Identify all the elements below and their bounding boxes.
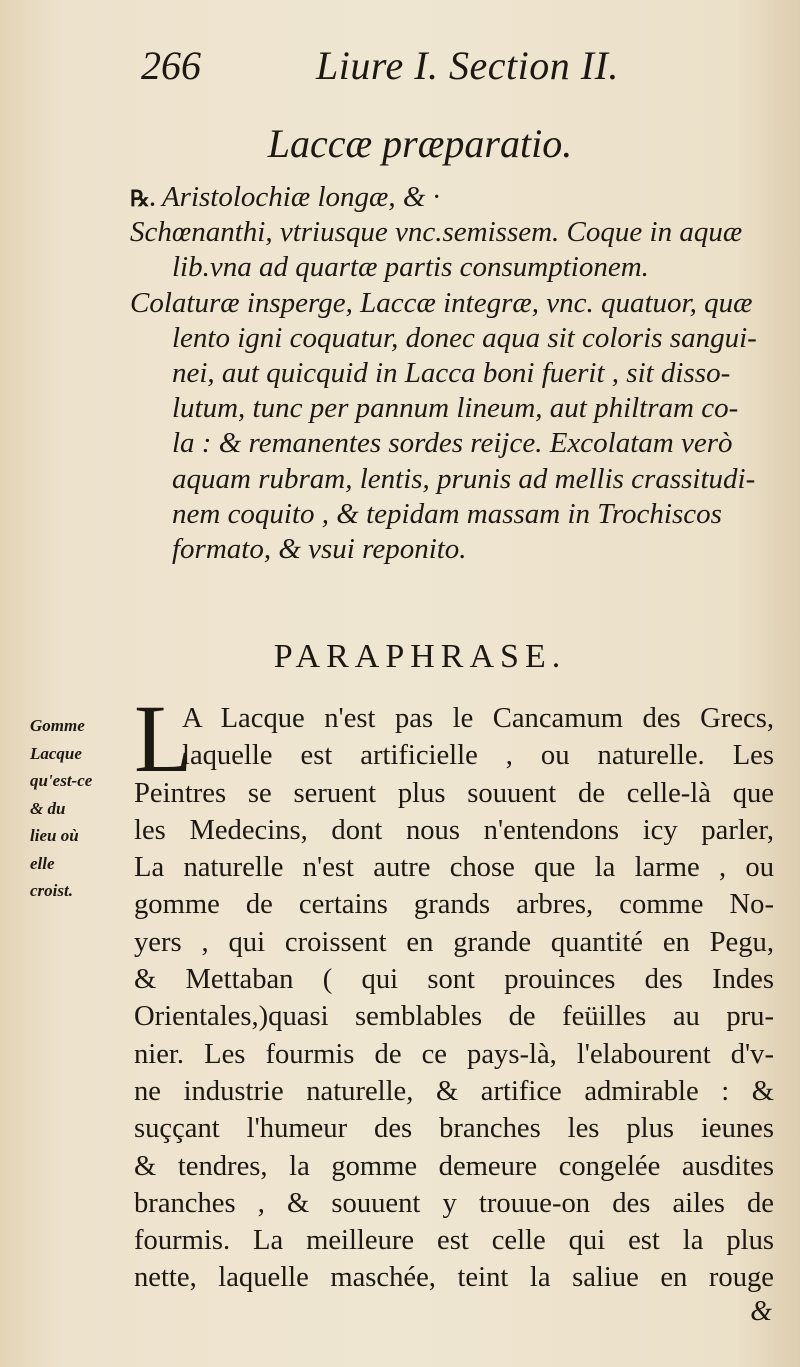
recipe-title: Laccæ præparatio. [267,121,573,166]
margin-note-line: qu'est-ce [30,771,93,790]
paraphrase-line: yers , qui croissent en grande quantité en Pegu, [134,926,774,958]
recipe-line: nem coquito , & tepidam massam in Trochiscos [172,497,722,530]
recipe-line: Colaturæ insperge, Laccæ integræ, vnc. quatuor, quæ [130,286,753,319]
catchword: & [750,1296,772,1327]
paraphrase-line: laquelle est artificielle , ou naturelle. Les [182,740,774,772]
recipe-line: aquam rubram, lentis, prunis ad mellis crassitudi- [172,462,756,495]
running-head: Liure I. Section II. [316,43,619,88]
margin-note [30,712,130,905]
margin-note-line: Lacque [30,743,82,763]
recipe-line: lutum, tunc per pannum lineum, aut philtram co- [172,392,739,425]
section-heading: PARAPHRASE. [273,638,567,675]
paraphrase-line: Orientales,)quasi semblables de feüilles au pru- [134,1001,774,1033]
paraphrase-line: suççant l'humeur des branches les plus ieunes [134,1113,774,1145]
margin-note-line: Gomme [30,716,85,735]
paraphrase-line: fourmis. La meilleure est celle qui est la plus [134,1225,774,1257]
margin-note-line: & du [30,798,66,818]
recipe-line: lento igni coquatur, donec aqua sit coloris sangui- [172,321,757,354]
recipe-line: nei, aut quicquid in Lacca boni fuerit , sit disso- [172,356,731,389]
paraphrase-line: La naturelle n'est autre chose que la larme , ou [134,852,774,884]
paraphrase-text [134,685,774,1297]
recipe-symbol-icon: ℞. [130,186,156,211]
page-number: 266 [141,43,201,88]
recipe-text [130,180,780,567]
paraphrase-line: nette, laquelle maschée, teint la saliue en rouge [134,1262,774,1294]
paraphrase-line: A Lacque n'est pas le Cancamum des Grecs, [182,703,774,734]
margin-note-line: croist. [30,881,73,900]
paraphrase-line: & Mettaban ( qui sont prouinces des Indes [134,964,774,996]
paraphrase-line: & tendres, la gomme demeure congelée ausdites [134,1150,774,1182]
paraphrase-line: Peintres se seruent plus souuent de celle-là que [134,777,774,809]
margin-note-line: elle [30,853,55,873]
recipe-line: Schœnanthi, vtriusque vnc.semissem. Coque in aquæ [130,216,743,249]
recipe-line: la : & remanentes sordes reijce. Excolatam verò [172,427,733,460]
paraphrase-line: branches , & souuent y trouue-on des ailes de [134,1187,774,1219]
recipe-line: formato, & vsui reponito. [172,532,467,565]
paraphrase-line: nier. Les fourmis de ce pays-là, l'elabourent d'v- [134,1038,774,1070]
page-header [0,42,800,92]
drop-cap: L [134,685,193,792]
paraphrase-line: ne industrie naturelle, & artifice admirable : & [134,1075,774,1107]
paraphrase-line: les Medecins, dont nous n'entendons icy parler, [134,814,774,846]
margin-note-line: lieu où [30,826,79,845]
recipe-line: ℞. Aristolochiæ longæ, & · [130,181,440,213]
recipe-line: lib.vna ad quartæ partis consumptionem. [172,251,649,284]
paraphrase-line: gomme de certains grands arbres, comme No- [134,889,774,921]
